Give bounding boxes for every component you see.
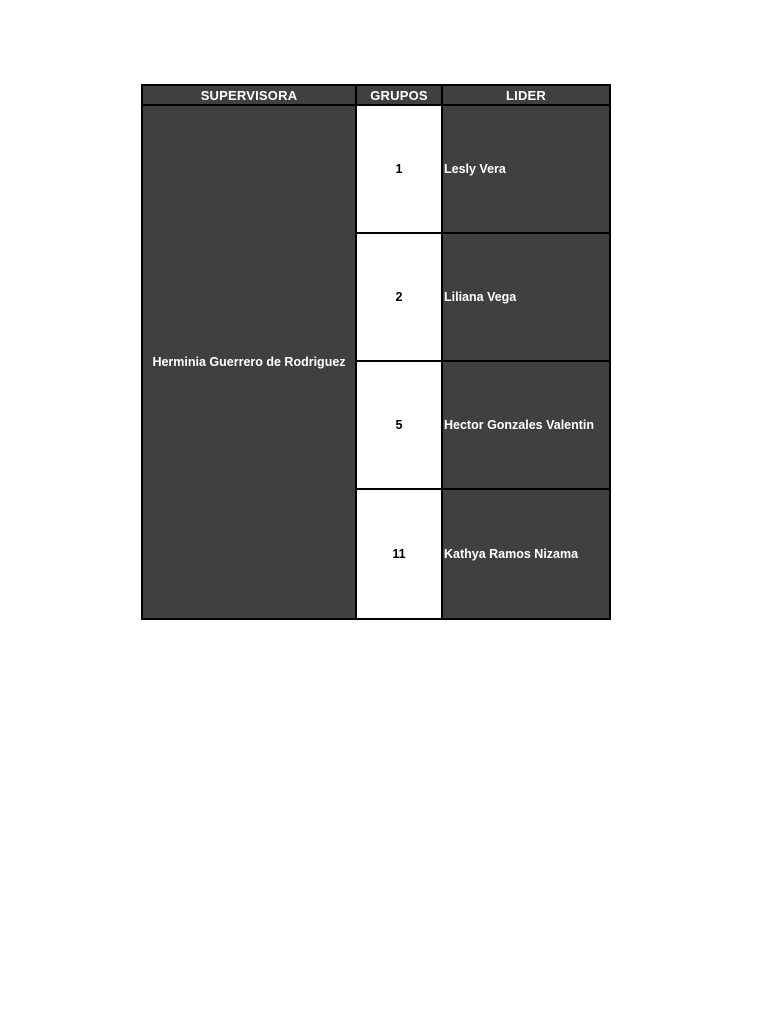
leader-name-cell: Kathya Ramos Nizama — [443, 490, 609, 618]
leader-name-cell: Liliana Vega — [443, 234, 609, 362]
leader-name-cell: Hector Gonzales Valentin — [443, 362, 609, 490]
leader-name-cell: Lesly Vera — [443, 106, 609, 234]
header-supervisora: SUPERVISORA — [143, 86, 357, 106]
group-number-cell: 1 — [357, 106, 443, 234]
header-lider: LIDER — [443, 86, 609, 106]
group-number-cell: 11 — [357, 490, 443, 618]
header-grupos: GRUPOS — [357, 86, 443, 106]
group-number-cell: 2 — [357, 234, 443, 362]
group-number-cell: 5 — [357, 362, 443, 490]
supervisor-name-cell: Herminia Guerrero de Rodriguez — [143, 106, 357, 618]
supervisor-groups-table — [141, 84, 611, 620]
